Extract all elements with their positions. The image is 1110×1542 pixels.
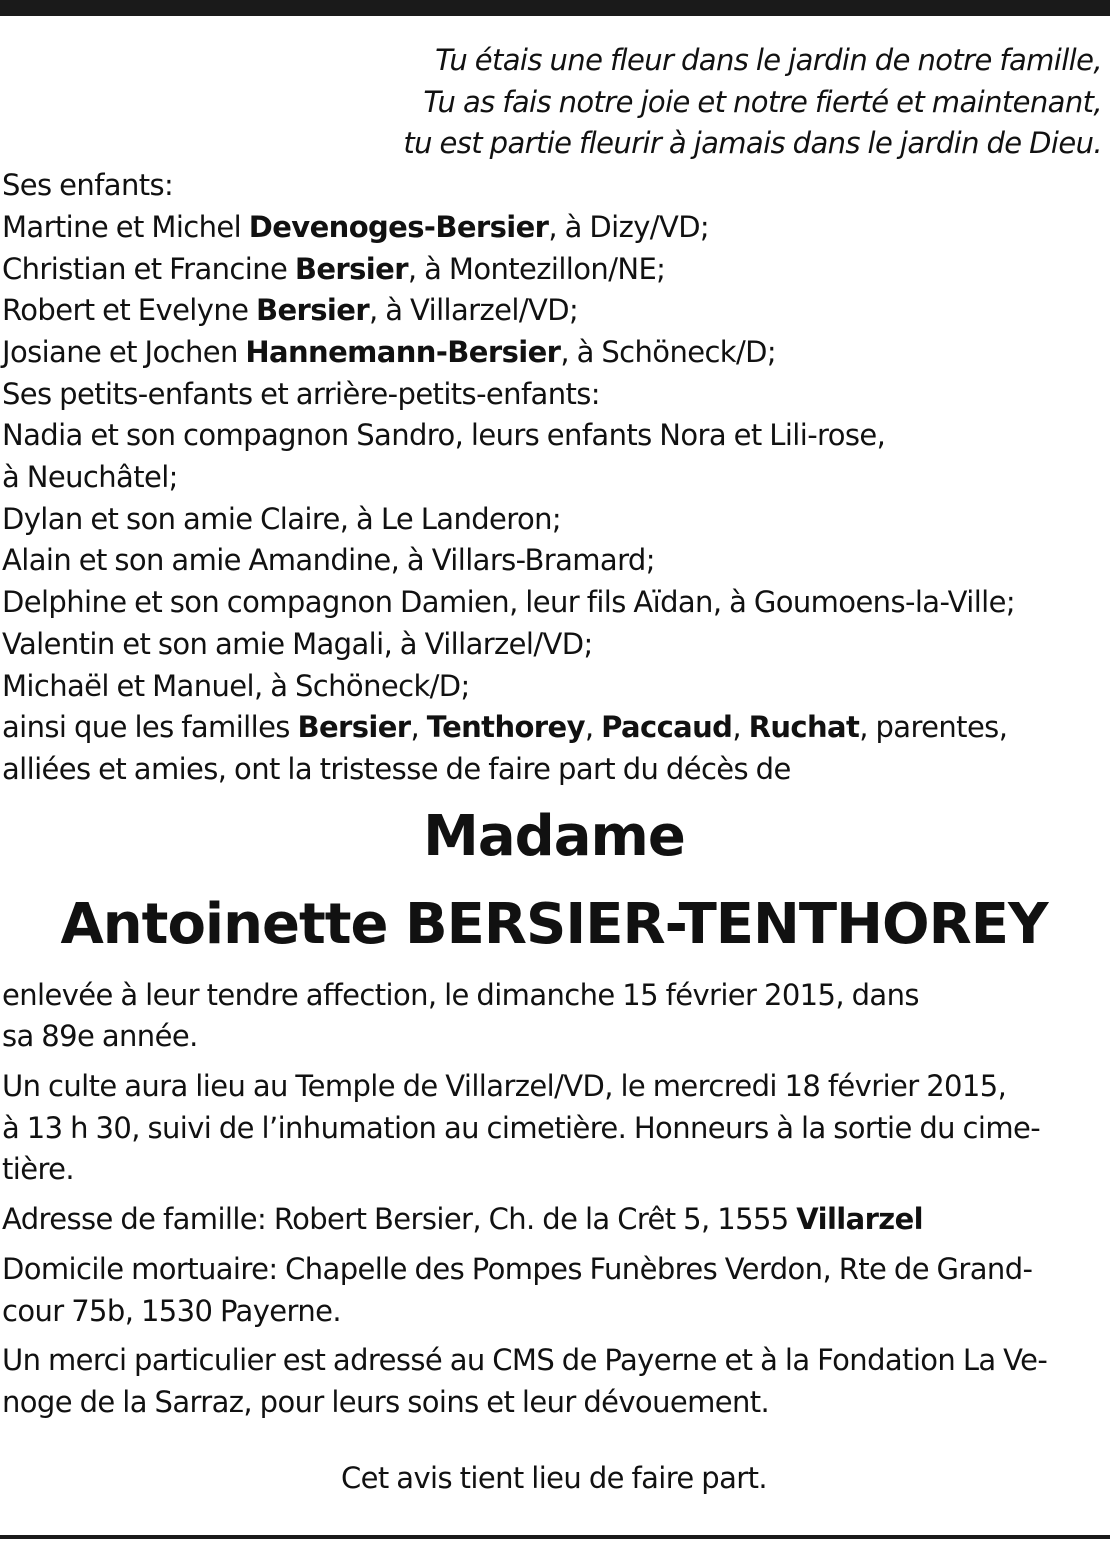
poem-line: Tu as fais notre joie et notre fierté et maintenant, bbox=[423, 84, 1102, 119]
mortuary-line: cour 75b, 1530 Payerne. bbox=[2, 1293, 341, 1328]
deceased-title: Madame bbox=[423, 803, 685, 869]
families-section bbox=[2, 707, 1106, 790]
grandchild-line: à Neuchâtel; bbox=[2, 460, 178, 495]
grandchild-line: Nadia et son compagnon Sandro, leurs enfants Nora et Lili-rose, bbox=[2, 418, 886, 453]
obituary-notice bbox=[2, 40, 1106, 1499]
grandchild-line: Delphine et son compagnon Damien, leur fils Aïdan, à Goumoens-la-Ville; bbox=[2, 585, 1016, 620]
child-surname: Hannemann-Bersier bbox=[245, 334, 561, 369]
child-surname: Devenoges-Bersier bbox=[248, 209, 549, 244]
deceased-name: Antoinette BERSIER-TENTHOREY bbox=[60, 891, 1048, 957]
child-names: Christian et Francine bbox=[2, 251, 295, 286]
child-entry bbox=[2, 332, 1106, 374]
bottom-rule bbox=[0, 1535, 1110, 1539]
families-prefix: ainsi que les familles bbox=[2, 710, 298, 745]
grandchild-line: Valentin et son amie Magali, à Villarzel/VD; bbox=[2, 626, 593, 661]
address-text: Adresse de famille: Robert Bersier, Ch. de la Crêt 5, 1555 bbox=[2, 1202, 797, 1237]
family-name: Tenthorey bbox=[426, 710, 585, 745]
child-entry bbox=[2, 207, 1106, 249]
deceased-name-block bbox=[2, 793, 1106, 969]
grandchild-line: Michaël et Manuel, à Schöneck/D; bbox=[2, 668, 470, 703]
grandchild-line: Alain et son amie Amandine, à Villars-Bramard; bbox=[2, 543, 655, 578]
child-place: , à Montezillon/NE; bbox=[407, 251, 666, 286]
mortuary-line: Domicile mortuaire: Chapelle des Pompes Funèbres Verdon, Rte de Grand- bbox=[2, 1251, 1033, 1286]
grandchildren-heading: Ses petits-enfants et arrière-petits-enfants: bbox=[2, 376, 600, 411]
child-place: , à Dizy/VD; bbox=[548, 209, 710, 244]
top-rule bbox=[0, 0, 1110, 16]
death-paragraph bbox=[2, 975, 1106, 1058]
children-section bbox=[2, 165, 1106, 374]
families-line bbox=[2, 707, 1106, 749]
address-paragraph bbox=[2, 1199, 1106, 1241]
child-place: , à Schöneck/D; bbox=[560, 334, 777, 369]
service-paragraph bbox=[2, 1066, 1106, 1191]
grandchild-line: Dylan et son amie Claire, à Le Landeron; bbox=[2, 501, 562, 536]
separator: , bbox=[410, 710, 427, 745]
families-line-2: alliées et amies, ont la tristesse de faire part du décès de bbox=[2, 751, 791, 786]
service-line: à 13 h 30, suivi de l’inhumation au cimetière. Honneurs à la sortie du cime- bbox=[2, 1110, 1041, 1145]
family-name: Bersier bbox=[297, 710, 411, 745]
address-line bbox=[2, 1199, 1106, 1241]
child-names: Martine et Michel bbox=[2, 209, 249, 244]
separator: , bbox=[584, 710, 602, 745]
child-names: Josiane et Jochen bbox=[2, 334, 246, 369]
child-surname: Bersier bbox=[294, 251, 408, 286]
child-surname: Bersier bbox=[255, 293, 370, 328]
poem-line: Tu étais une fleur dans le jardin de notre famille, bbox=[435, 43, 1102, 77]
child-names: Robert et Evelyne bbox=[2, 293, 256, 328]
thanks-line: noge de la Sarraz, pour leurs soins et leur dévouement. bbox=[2, 1384, 770, 1419]
poem bbox=[2, 40, 1106, 165]
separator: , bbox=[732, 710, 749, 745]
poem-line: tu est partie fleurir à jamais dans le jardin de Dieu. bbox=[403, 126, 1102, 161]
death-line: sa 89e année. bbox=[2, 1019, 198, 1054]
children-heading: Ses enfants: bbox=[2, 168, 174, 203]
service-line: Un culte aura lieu au Temple de Villarzel/VD, le mercredi 18 février 2015, bbox=[2, 1069, 1007, 1104]
family-name: Ruchat bbox=[748, 710, 860, 745]
address-town: Villarzel bbox=[796, 1202, 923, 1237]
family-name: Paccaud bbox=[601, 710, 733, 745]
families-suffix: , parentes, bbox=[859, 710, 1008, 745]
closing-line: Cet avis tient lieu de faire part. bbox=[341, 1460, 767, 1495]
death-line: enlevée à leur tendre affection, le dimanche 15 février 2015, dans bbox=[2, 977, 919, 1012]
child-entry bbox=[2, 290, 1106, 332]
child-place: , à Villarzel/VD; bbox=[369, 293, 579, 328]
grandchildren-section bbox=[2, 374, 1106, 708]
service-line: tière. bbox=[2, 1152, 75, 1187]
thanks-paragraph bbox=[2, 1340, 1106, 1423]
thanks-line: Un merci particulier est adressé au CMS de Payerne et à la Fondation La Ve- bbox=[2, 1343, 1048, 1378]
child-entry bbox=[2, 249, 1106, 291]
mortuary-paragraph bbox=[2, 1249, 1106, 1332]
